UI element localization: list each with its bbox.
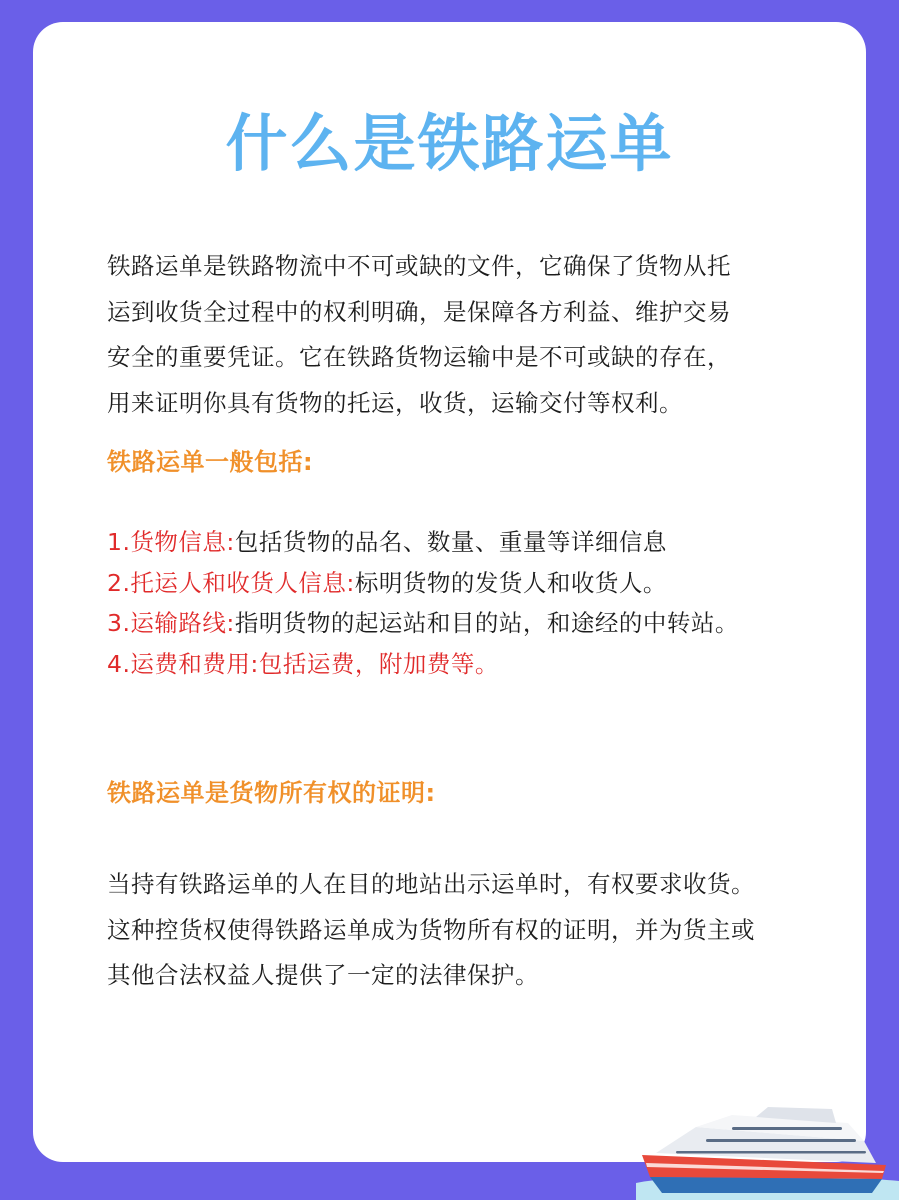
list-item	[107, 522, 739, 563]
list-item-text: 指明货物的起运站和目的站，和途经的中转站。	[234, 609, 739, 637]
intro-paragraph	[107, 244, 817, 426]
content-card	[33, 22, 866, 1162]
intro-line: 铁路运单是铁路物流中不可或缺的文件，它确保了货物从托	[107, 252, 731, 280]
list-item	[107, 563, 739, 604]
intro-line: 用来证明你具有货物的托运，收货，运输交付等权利。	[107, 388, 683, 417]
intro-line: 运到收货全过程中的权利明确，是保障各方利益、维护交易	[107, 297, 731, 326]
ownership-paragraph	[107, 862, 817, 999]
intro-line: 安全的重要凭证。它在铁路货物运输中是不可或缺的存在，	[107, 343, 731, 371]
list-item-text: 标明货物的发货人和收货人。	[354, 568, 667, 597]
list-item-text: 包括运费，附加费等。	[258, 649, 499, 678]
list-item-label: 4.运费和费用:	[107, 649, 259, 678]
list-item-label: 2.托运人和收货人信息:	[107, 568, 355, 597]
list-item-text: 包括货物的品名、数量、重量等详细信息	[234, 528, 667, 556]
ship-icon	[636, 1105, 899, 1200]
ownership-line: 其他合法权益人提供了一定的法律保护。	[107, 961, 539, 989]
contents-list	[107, 522, 739, 684]
ownership-line: 当持有铁路运单的人在目的地站出示运单时，有权要求收货。	[107, 870, 755, 898]
page-title: 什么是铁路运单	[225, 107, 674, 180]
list-item-label: 3.运输路线:	[107, 609, 235, 637]
list-item	[107, 644, 739, 685]
ownership-line: 这种控货权使得铁路运单成为货物所有权的证明，并为货主或	[107, 915, 755, 944]
list-item-label: 1.货物信息:	[107, 528, 235, 556]
section-heading-contents: 铁路运单一般包括:	[107, 448, 314, 476]
list-item	[107, 603, 739, 644]
section-heading-ownership: 铁路运单是货物所有权的证明:	[107, 779, 436, 807]
